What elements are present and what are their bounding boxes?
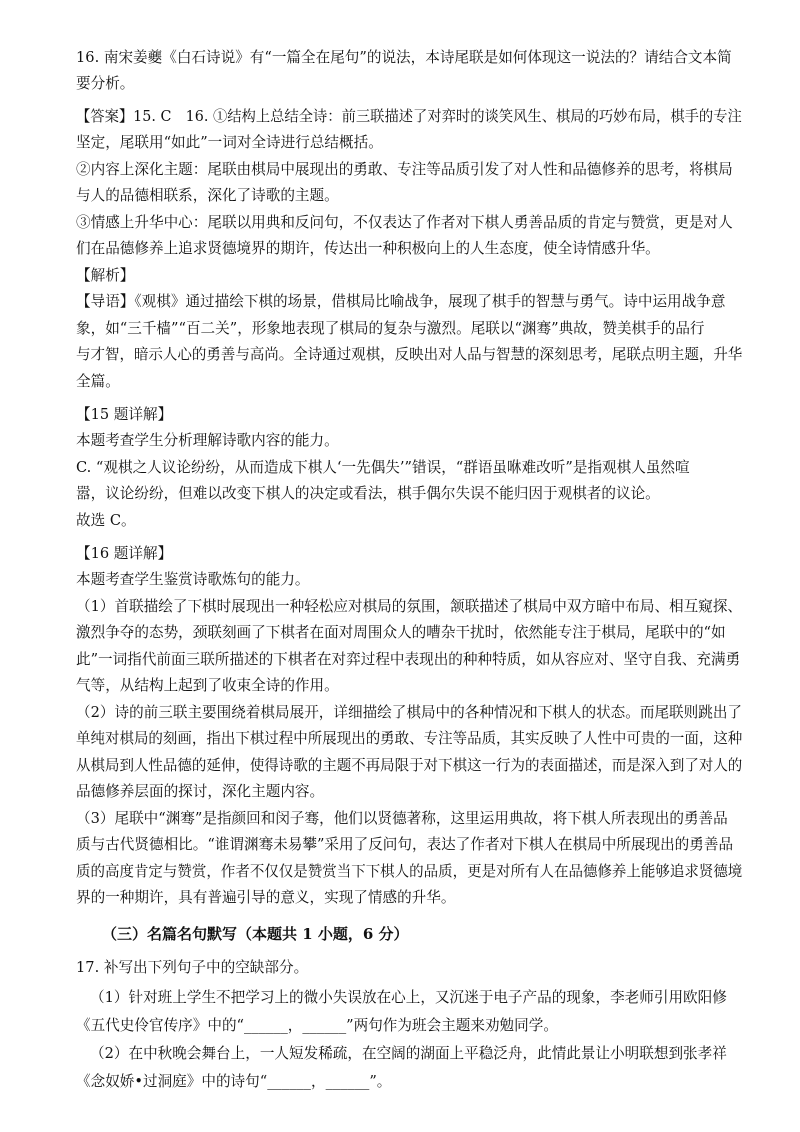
- guide-line-3: 与才智，暗示人心的勇善与高尚。全诗通过观棋，反映出对人品与智慧的深刻思考，尾联点明主题，升华: [76, 346, 743, 363]
- q15-detail-heading: 【15 题详解】: [76, 406, 173, 423]
- answer-point-3-line-2: 们在品德修养上追求贤德境界的期许，传达出一种积极向上的人生态度，使全诗情感升华。: [76, 240, 660, 257]
- q16-point-3-line-2: 质与古代贤德相比。“谁谓渊骞未易攀”采用了反问句，表达了作者对下棋人在棋局中所展现出的勇善品: [76, 836, 734, 853]
- guide-line-4: 全篇。: [76, 373, 120, 390]
- q15-detail-line-3: 嚣，议论纷纷，但难以改变下棋人的决定或看法，棋手偶尔失误不能归因于观棋者的议论。: [76, 485, 660, 502]
- answer-line-1: 【答案】15. C 16. ①结构上总结全诗：前三联描述了对弈时的谈笑风生、棋局的巧妙布局，棋手的专注: [76, 108, 742, 125]
- q16-point-1-line-3: 此”一词指代前面三联所描述的下棋者在对弈过程中表现出的种种特质，如从容应对、坚守自我、充满勇: [76, 651, 741, 668]
- q15-detail-line-1: 本题考查学生分析理解诗歌内容的能力。: [76, 432, 339, 449]
- answer-point-2-line-2: 与人的品德相联系，深化了诗歌的主题。: [76, 187, 339, 204]
- answer-point-2-line-1: ②内容上深化主题：尾联由棋局中展现出的勇敢、专注等品质引发了对人性和品德修养的思考，将棋局: [76, 161, 733, 178]
- q16-point-1-line-4: 气等，从结构上起到了收束全诗的作用。: [76, 677, 339, 694]
- q15-conclusion: 故选 C。: [76, 512, 136, 529]
- q16-point-3-line-1: （3）尾联中“渊骞”是指颜回和闵子骞，他们以贤德著称，这里运用典故，将下棋人所表现出的勇善品: [76, 810, 728, 827]
- q17-item-1-line-2: 《五代史伶官传序》中的“______，______”两句作为班会主题来劝勉同学。: [76, 1017, 558, 1034]
- q17-item-2-line-1: （2）在中秋晚会舞台上，一人短发稀疏，在空阔的湖面上平稳泛舟，此情此景让小明联想到张孝祥: [90, 1045, 727, 1062]
- guide-line-2: 象，如“三千樯”“百二关”，形象地表现了棋局的复杂与激烈。尾联以“渊骞”典故，赞美棋手的品行: [76, 320, 705, 337]
- q16-point-3-line-3: 质的高度肯定与赞赏，作者不仅仅是赞赏当下下棋人的品质，更是对所有人在品德修养上能够追求贤德境: [76, 863, 743, 880]
- q16-detail-intro: 本题考查学生鉴赏诗歌炼句的能力。: [76, 571, 310, 588]
- q17-prompt: 17. 补写出下列句子中的空缺部分。: [76, 959, 309, 976]
- q16-point-2-line-4: 品德修养层面的探讨，深化主题内容。: [76, 783, 325, 800]
- answer-line-2: 坚定，尾联用“如此”一词对全诗进行总结概括。: [76, 134, 383, 151]
- q16-point-3-line-4: 界的一种期许，具有普遍引导的意义，实现了情感的升华。: [76, 889, 456, 906]
- section-3-heading: （三）名篇名句默写（本题共 1 小题，6 分）: [102, 925, 409, 943]
- q15-detail-line-2: C. “观棋之人议论纷纷，从而造成下棋人‘一先偶失’”错误，“群语虽咻难改听”是指观棋人虽然喧: [76, 459, 690, 476]
- guide-line-1: 【导语】《观棋》通过描绘下棋的场景，借棋局比喻战争，展现了棋手的智慧与勇气。诗中运用战争意: [76, 293, 726, 310]
- analysis-heading: 【解析】: [76, 267, 135, 284]
- q17-item-1-line-1: （1）针对班上学生不把学习上的微小失误放在心上，又沉迷于电子产品的现象，李老师引用欧阳修: [90, 989, 727, 1006]
- answer-point-3-line-1: ③情感上升华中心：尾联以用典和反问句，不仅表达了作者对下棋人勇善品质的肯定与赞赏，更是对人: [76, 214, 733, 231]
- q16-point-2-line-3: 从棋局到人性品德的延伸，使得诗歌的主题不再局限于对下棋这一行为的表面描述，而是深入到了对人的: [76, 757, 743, 774]
- q16-point-1-line-2: 激烈争夺的态势，颈联刻画了下棋者在面对周围众人的嘈杂干扰时，依然能专注于棋局，尾联中的“如: [76, 624, 726, 641]
- q17-item-2-line-2: 《念奴娇•过洞庭》中的诗句“______，______”。: [76, 1073, 392, 1090]
- q16-point-2-line-2: 单纯对棋局的刻画，指出下棋过程中所展现出的勇敢、专注等品质，其实反映了人性中可贵的一面，这种: [76, 730, 743, 747]
- q16-point-2-line-1: （2）诗的前三联主要围绕着棋局展开，详细描绘了棋局中的各种情况和下棋人的状态。而尾联则跳出了: [76, 704, 743, 721]
- q16-prompt-line-2: 要分析。: [76, 75, 135, 92]
- q16-prompt-line-1: 16. 南宋姜夔《白石诗说》有“一篇全在尾句”的说法，本诗尾联是如何体现这一说法的？请结合文本简: [76, 49, 732, 66]
- q16-detail-heading: 【16 题详解】: [76, 545, 173, 562]
- q16-point-1-line-1: （1）首联描绘了下棋时展现出一种轻松应对棋局的氛围，颔联描述了棋局中双方暗中布局、相互窥探、: [76, 598, 743, 615]
